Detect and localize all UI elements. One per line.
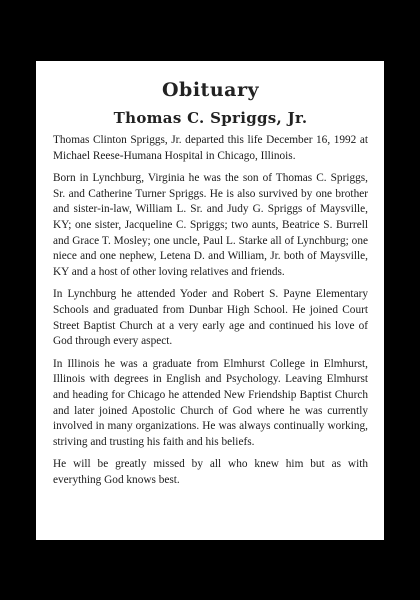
- paragraph-family: Born in Lynchburg, Virginia he was the son of Thomas C. Spriggs, Sr. and Catherine Turner Spriggs. He is also survived by one brother and sister-in-law, William L. Sr. and Judy G. Spriggs of Maysville, KY; one sister, Jacqueline C. Spriggs; two aunts, Beatrice S. Burrell and Grace T. Mosley; one uncle, Paul L. Starke all of Lynchburg; one niece and one nephew, Letena D. and William, Jr. both of Maysville, KY and a host of other loving relatives and friends.: [53, 172, 368, 278]
- paragraph-illinois: In Illinois he was a graduate from Elmhurst College in Elmhurst, Illinois with degrees in English and Psychology. Leaving Elmhurst and heading for Chicago he attended New Friendship Baptist Church and later joined Apostolic Church of God where he was currently involved in many organizations. He was always continually working, striving and trusting his faith and his beliefs.: [53, 357, 368, 448]
- page-title: Obituary: [161, 79, 259, 101]
- deceased-name: Thomas C. Spriggs, Jr.: [113, 109, 308, 127]
- paragraph-death-notice: Thomas Clinton Spriggs, Jr. departed this life December 16, 1992 at Michael Reese-Humana Hospital in Chicago, Illinois.: [53, 134, 368, 162]
- paragraph-closing: He will be greatly missed by all who knew him but as with everything God knows best.: [53, 458, 368, 486]
- obituary-page: [36, 61, 384, 540]
- paragraph-lynchburg: In Lynchburg he attended Yoder and Robert S. Payne Elementary Schools and graduated from Dunbar High School. He joined Court Street Baptist Church at a very early age and continued his love of God through every aspect.: [53, 288, 368, 348]
